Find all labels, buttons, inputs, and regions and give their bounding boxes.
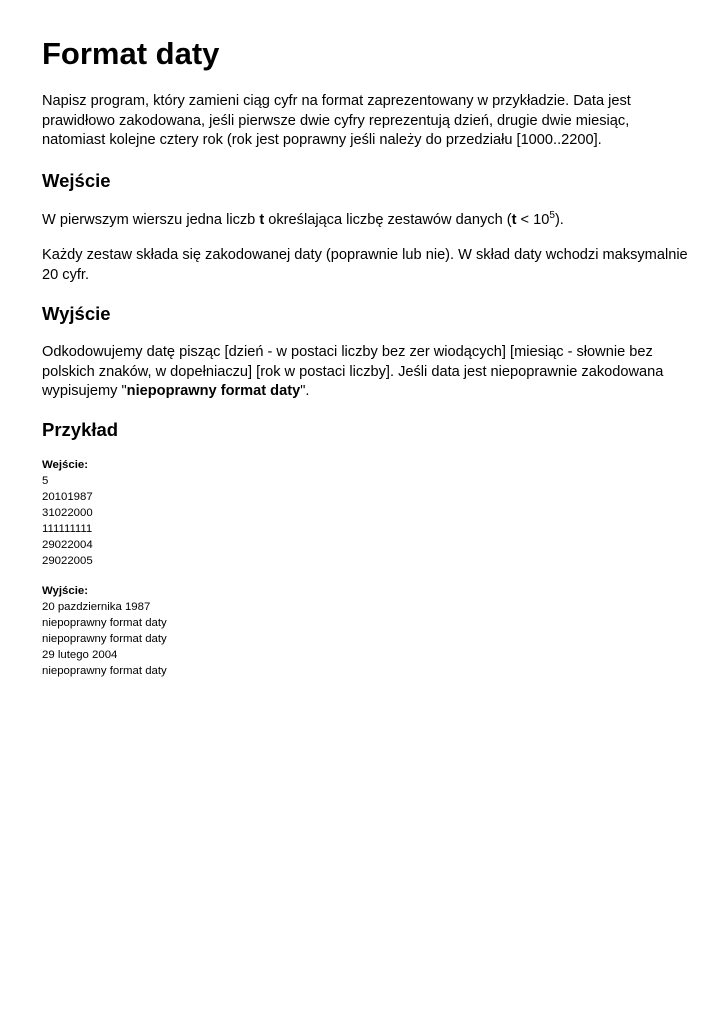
input-paragraph-1	[42, 211, 692, 231]
example-input-block	[42, 457, 93, 569]
output-heading: Wyjście	[42, 303, 111, 324]
input-text-before: W pierwszym wierszu jedna liczb	[42, 212, 260, 228]
example-input-line: 29022005	[42, 555, 93, 567]
example-output-line: niepoprawny format daty	[42, 617, 167, 629]
example-output-label: Wyjście:	[42, 585, 89, 597]
input-text-middle: określająca liczbę zestawów danych (	[264, 212, 512, 228]
example-input-line: 29022004	[42, 539, 93, 551]
input-var-t-2: t	[511, 212, 517, 228]
example-output-line: 29 lutego 2004	[42, 649, 118, 661]
output-paragraph	[42, 343, 692, 402]
example-output-line: niepoprawny format daty	[42, 665, 167, 677]
example-heading: Przykład	[42, 419, 119, 440]
example-input-line: 20101987	[42, 491, 93, 503]
example-input-line: 5	[42, 475, 49, 487]
input-paragraph-2: Każdy zestaw składa się zakodowanej daty (poprawnie lub nie). W skład daty wchodzi maksymalnie 20 cyfr.	[42, 247, 688, 283]
input-text-lt: < 10	[516, 212, 550, 228]
input-var-t: t	[259, 212, 265, 228]
example-input-line: 31022000	[42, 507, 93, 519]
output-text-before: Odkodowujemy datę pisząc [dzień - w postaci liczby bez zer wiodących] [miesiąc - słownie bez polskich znaków, w dopełniaczu] [rok w postaci liczby]. Jeśli data jest niepoprawnie zakodowana wypisujemy "	[42, 344, 664, 399]
page-title: Format daty	[42, 36, 220, 71]
input-heading: Wejście	[42, 170, 111, 191]
example-input-label: Wejście:	[42, 459, 89, 471]
output-text-after: ".	[300, 383, 310, 399]
intro-paragraph: Napisz program, który zamieni ciąg cyfr na format zaprezentowany w przykładzie. Data jest prawidłowo zakodowana, jeśli pierwsze dwie cyfry reprezentują dzień, drugie dwie miesiąc, natomiast kolejne cztery rok (rok jest poprawny jeśli należy do przedziału [1000..2200].	[42, 93, 631, 148]
example-output-line: 20 pazdziernika 1987	[42, 601, 151, 613]
input-exponent: 5	[549, 210, 555, 222]
example-output-block	[42, 583, 167, 679]
example-input-line: 111111111	[42, 523, 93, 535]
example-output-line: niepoprawny format daty	[42, 633, 167, 645]
input-text-end: ).	[554, 212, 564, 228]
output-text-bold: niepoprawny format daty	[126, 383, 301, 399]
